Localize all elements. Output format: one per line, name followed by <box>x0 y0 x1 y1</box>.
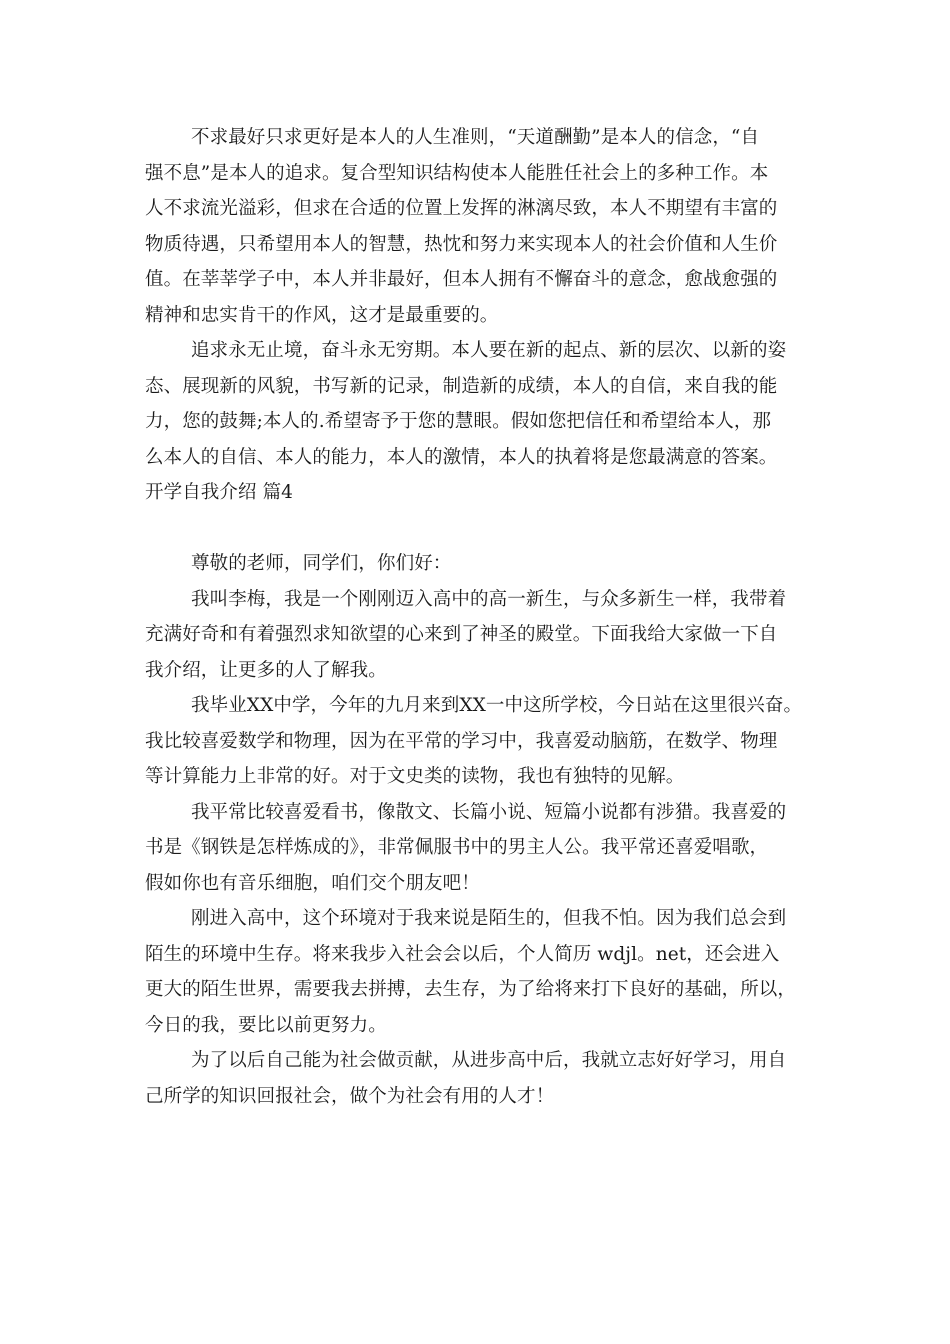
paragraph <box>145 901 810 1043</box>
text-line: 假如你也有音乐细胞，咱们交个朋友吧！ <box>145 872 480 894</box>
text-line: 己所学的知识回报社会，做个为社会有用的人才！ <box>145 1085 555 1107</box>
text-line: 人不求流光溢彩，但求在合适的位置上发挥的淋漓尽致，本人不期望有丰富的 <box>145 198 778 219</box>
paragraph <box>145 1043 810 1114</box>
text-line: 刚进入高中，这个环境对于我来说是陌生的，但我不怕。因为我们总会到 <box>191 908 787 929</box>
text-line: 更大的陌生世界，需要我去拼搏，去生存，为了给将来打下良好的基础，所以， <box>145 979 797 1000</box>
text-line: 等计算能力上非常的好。对于文史类的读物，我也有独特的见解。 <box>145 766 685 787</box>
text-line: 陌生的环境中生存。将来我步入社会会以后，个人简历 wdjl。net，还会进入 <box>145 943 780 965</box>
section-heading <box>145 475 810 511</box>
text-line: 我叫李梅，我是一个刚刚迈入高中的高一新生，与众多新生一样，我带着 <box>191 588 787 610</box>
text-line: 精神和忠实肯干的作风，这才是最重要的。 <box>145 304 499 326</box>
paragraph <box>145 582 810 689</box>
paragraph <box>145 546 810 582</box>
text-line: 开学自我介绍 篇4 <box>145 482 294 503</box>
text-line: 值。在莘莘学子中，本人并非最好，但本人拥有不懈奋斗的意念，愈战愈强的 <box>145 269 778 290</box>
document-page <box>145 120 810 1114</box>
text-line: 今日的我，要比以前更努力。 <box>145 1014 387 1036</box>
text-line: 充满好奇和有着强烈求知欲望的心来到了神圣的殿堂。下面我给大家做一下自 <box>145 624 778 645</box>
text-line: 我平常比较喜爱看书，像散文、长篇小说、短篇小说都有涉猎。我喜爱的 <box>191 801 787 823</box>
paragraph <box>145 120 810 333</box>
text-line: 书是《钢铁是怎样炼成的》，非常佩服书中的男主人公。我平常还喜爱唱歌， <box>145 837 769 858</box>
paragraph <box>145 333 810 475</box>
text-line: 不求最好只求更好是本人的人生准则，“天道酬勤”是本人的信念，“自 <box>191 127 760 148</box>
text-line: 强不息”是本人的追求。复合型知识结构使本人能胜任社会上的多种工作。本 <box>145 162 769 184</box>
paragraph <box>145 795 810 902</box>
blank-line <box>145 511 810 547</box>
text-line: 力，您的鼓舞;本人的.希望寄予于您的慧眼。假如您把信任和希望给本人，那 <box>145 411 772 432</box>
text-line: 么本人的自信、本人的能力，本人的激情，本人的执着将是您最满意的答案。 <box>145 446 778 468</box>
text-line: 为了以后自己能为社会做贡献，从进步高中后，我就立志好好学习，用自 <box>191 1050 787 1071</box>
text-line: 追求永无止境，奋斗永无穷期。本人要在新的起点、新的层次、以新的姿 <box>191 340 787 361</box>
text-line: 我介绍，让更多的人了解我。 <box>145 659 387 681</box>
text-line: 尊敬的老师，同学们，你们好： <box>191 553 452 574</box>
text-line: 我比较喜爱数学和物理，因为在平常的学习中，我喜爱动脑筋，在数学、物理 <box>145 730 778 752</box>
paragraph <box>145 688 810 795</box>
text-line: 物质待遇，只希望用本人的智慧，热忱和努力来实现本人的社会价值和人生价 <box>145 233 778 255</box>
text-line: 态、展现新的风貌，书写新的记录，制造新的成绩，本人的自信，来自我的能 <box>145 375 778 397</box>
text-line: 我毕业XX中学，今年的九月来到XX一中这所学校，今日站在这里很兴奋。 <box>191 695 803 716</box>
